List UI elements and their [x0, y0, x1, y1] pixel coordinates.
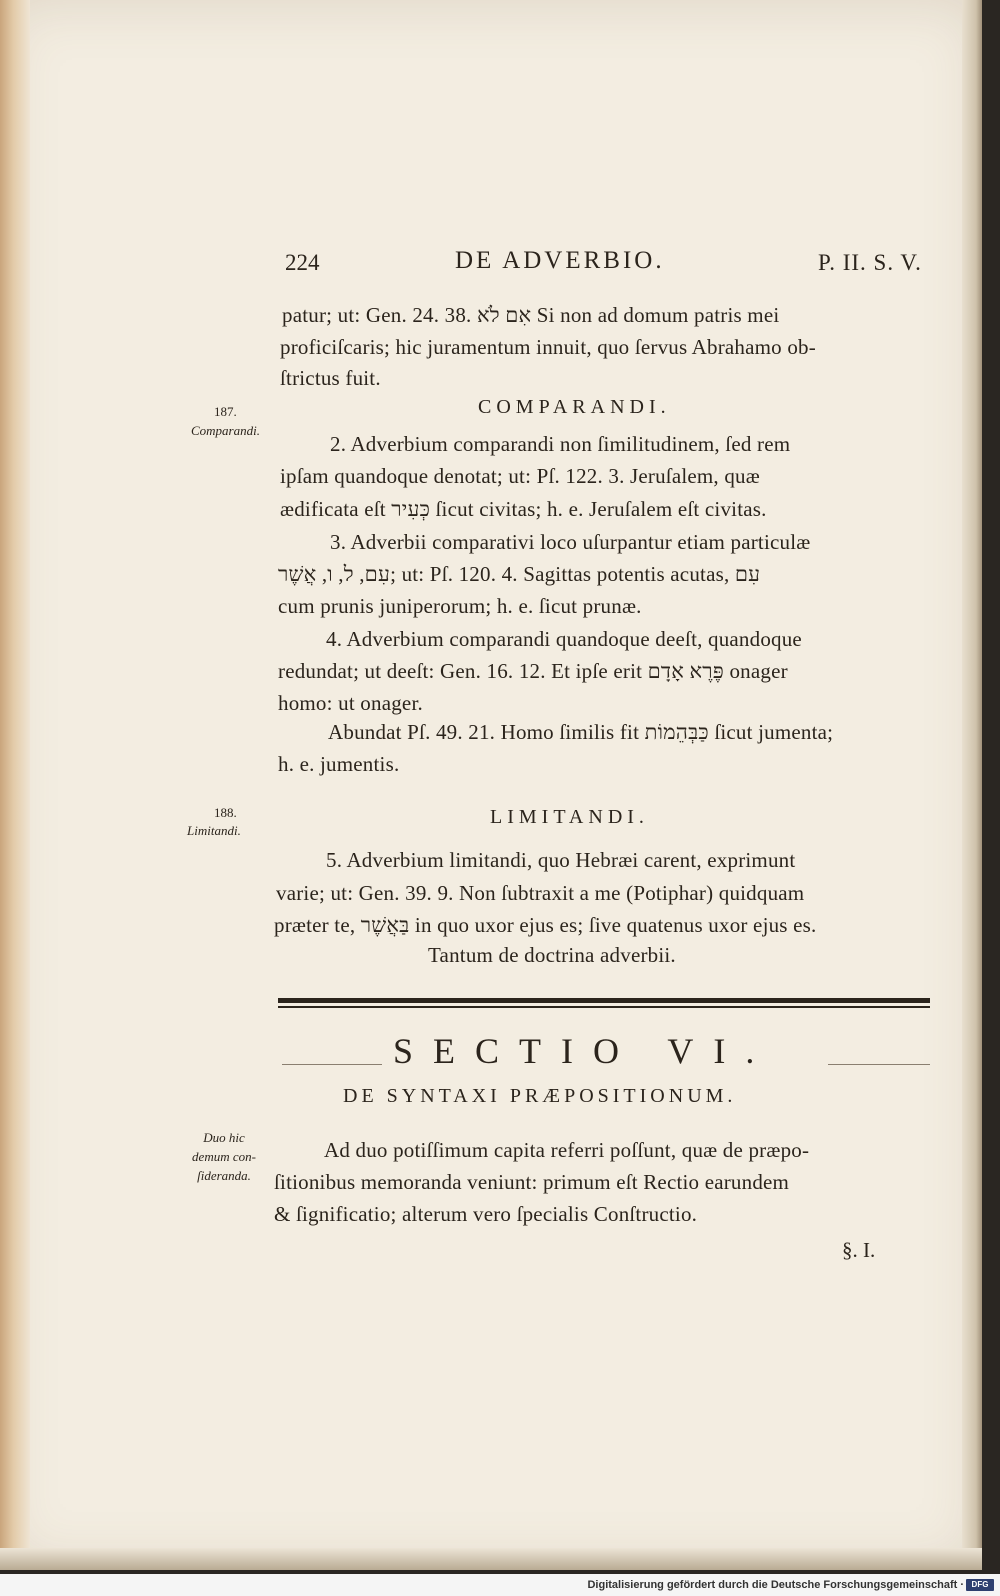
- dfg-logo: DFG: [966, 1579, 994, 1591]
- body-line: varie; ut: Gen. 39. 9. Non ſubtraxit a me (Potiphar) quidquam: [276, 881, 805, 905]
- body-line: 3. Adverbii comparativi loco uſurpantur etiam particulæ: [330, 530, 811, 554]
- body-line: patur; ut: Gen. 24. 38. אִם לֹא Si non ad domum patris mei: [282, 303, 780, 327]
- margin-note: [184, 1128, 264, 1185]
- body-line: redundat; ut deeſt: Gen. 16. 12. Et ipſe erit פֶּרֶא אָדָם onager: [278, 659, 788, 683]
- sectio-rule-left: [282, 1064, 382, 1065]
- body-line: Tantum de doctrina adverbii.: [428, 943, 676, 967]
- funding-credit: Digitalisierung gefördert durch die Deutsche Forschungsgemeinschaft ·: [587, 1579, 964, 1591]
- heading-comparandi: COMPARANDI.: [478, 396, 671, 418]
- margin-note: Limitandi.: [187, 823, 241, 838]
- page-edge-right: [962, 0, 982, 1570]
- heading-limitandi: LIMITANDI.: [490, 806, 649, 828]
- section-heading: SECTIO VI.: [393, 1031, 775, 1071]
- section-reference: P. II. S. V.: [818, 250, 922, 275]
- body-line: 4. Adverbium comparandi quandoque deeſt, quandoque: [326, 627, 802, 651]
- body-line: 5. Adverbium limitandi, quo Hebræi carent, exprimunt: [326, 848, 796, 872]
- catchword: §. I.: [842, 1238, 876, 1262]
- body-line: ſtrictus fuit.: [280, 366, 381, 390]
- body-line: Ad duo potiſſimum capita referri poſſunt, quæ de præpo-: [324, 1138, 810, 1162]
- body-line: Abundat Pſ. 49. 21. Homo ſimilis fit כַּבְּהֵמוֹת ſicut jumenta;: [328, 720, 834, 744]
- margin-note-line: Duo hic: [203, 1130, 245, 1145]
- page-number: 224: [285, 250, 320, 275]
- margin-note-line: ſideranda.: [197, 1168, 251, 1183]
- body-line: ædificata eſt כְּעִיר ſicut civitas; h. e. Jeruſalem eſt civitas.: [280, 497, 767, 521]
- body-line: proficiſcaris; hic juramentum innuit, quo ſervus Abrahamo ob-: [280, 335, 816, 359]
- section-subheading: DE SYNTAXI PRÆPOSITIONUM.: [343, 1085, 737, 1107]
- body-line: cum prunis juniperorum; h. e. ſicut prunæ.: [278, 594, 642, 618]
- page-edge-bottom: [0, 1548, 982, 1570]
- body-line: ſitionibus memoranda veniunt: primum eſt Rectio earundem: [274, 1170, 790, 1194]
- margin-note-line: demum con-: [192, 1149, 256, 1164]
- body-line: עִם, ל, ו, אֲשֶׁר; ut: Pſ. 120. 4. Sagittas potentis acutas, עִם: [278, 562, 761, 586]
- running-title: DE ADVERBIO.: [455, 247, 665, 274]
- binding-edge: [0, 0, 30, 1570]
- body-line: ipſam quandoque denotat; ut: Pſ. 122. 3. Jeruſalem, quæ: [280, 464, 760, 488]
- margin-number: 188.: [214, 805, 237, 820]
- body-line: h. e. jumentis.: [278, 752, 400, 776]
- sectio-rule-right: [828, 1064, 930, 1065]
- body-line: homo: ut onager.: [278, 691, 423, 715]
- body-line: & ſignificatio; alterum vero ſpecialis Conſtructio.: [274, 1202, 698, 1226]
- margin-note: Comparandi.: [191, 423, 260, 438]
- section-divider-thin: [278, 1006, 930, 1008]
- margin-number: 187.: [214, 404, 237, 419]
- body-line: 2. Adverbium comparandi non ſimilitudinem, ſed rem: [330, 432, 791, 456]
- section-divider-thick: [278, 998, 930, 1003]
- body-line: præter te, בַּאֲשֶׁר in quo uxor ejus es; ſive quatenus uxor ejus es.: [274, 913, 817, 937]
